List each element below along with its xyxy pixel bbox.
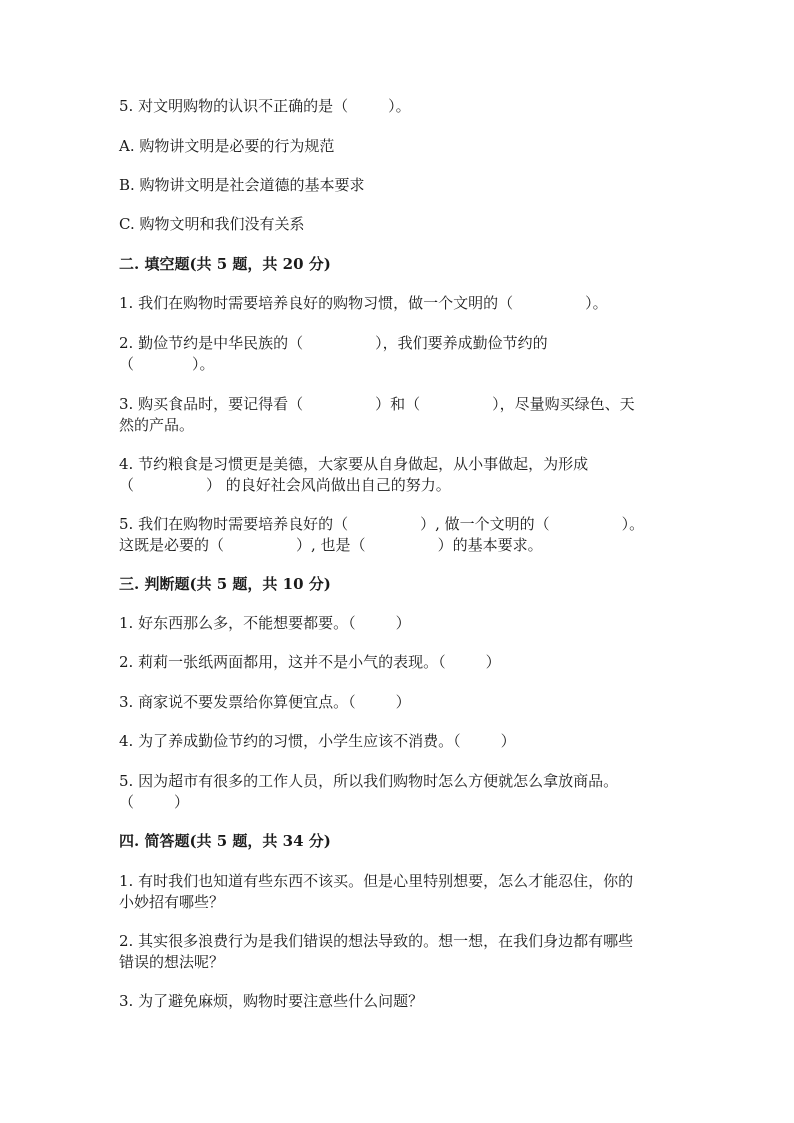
mc-q5-option-c: C. 购物文明和我们没有关系	[119, 215, 305, 233]
section-title-short-answer: 四. 简答题(共 5 题，共 34 分)	[119, 832, 331, 850]
fill-q5-line2: 这既是必要的（ ）, 也是（ ）的基本要求。	[119, 536, 543, 554]
tf-q4: 4. 为了养成勤俭节约的习惯，小学生应该不消费。（ ）	[119, 732, 516, 750]
mc-q5-option-a: A. 购物讲文明是必要的行为规范	[119, 137, 335, 155]
fill-q2-line2: （ ）。	[119, 355, 215, 373]
sa-q2-line1: 2. 其实很多浪费行为是我们错误的想法导致的。想一想，在我们身边都有哪些	[119, 932, 634, 950]
fill-q3-line2: 然的产品。	[119, 416, 195, 434]
section-title-true-false: 三. 判断题(共 5 题，共 10 分)	[119, 575, 331, 593]
mc-q5-option-b: B. 购物讲文明是社会道德的基本要求	[119, 176, 365, 194]
tf-q5-line2: （ ）	[119, 793, 190, 811]
tf-q2: 2. 莉莉一张纸两面都用，这并不是小气的表现。（ ）	[119, 653, 501, 671]
fill-q1: 1. 我们在购物时需要培养良好的购物习惯，做一个文明的（ ）。	[119, 294, 608, 312]
tf-q3: 3. 商家说不要发票给你算便宜点。（ ）	[119, 693, 411, 711]
fill-q3-line1: 3. 购买食品时，要记得看（ ）和（ ），尽量购买绿色、天	[119, 395, 635, 413]
fill-q4-line2: （ ） 的良好社会风尚做出自己的努力。	[119, 476, 451, 494]
section-title-fill-blank: 二. 填空题(共 5 题，共 20 分)	[119, 255, 331, 273]
fill-q4-line1: 4. 节约粮食是习惯更是美德，大家要从自身做起，从小事做起，为形成	[119, 455, 589, 473]
sa-q1-line2: 小妙招有哪些？	[119, 893, 225, 911]
sa-q2-line2: 错误的想法呢？	[119, 953, 225, 971]
sa-q1-line1: 1. 有时我们也知道有些东西不该买。但是心里特别想要，怎么才能忍住，你的	[119, 872, 634, 890]
fill-q2-line1: 2. 勤俭节约是中华民族的（ ），我们要养成勤俭节约的	[119, 334, 548, 352]
tf-q1: 1. 好东西那么多，不能想要都要。（ ）	[119, 614, 411, 632]
sa-q3-line1: 3. 为了避免麻烦，购物时要注意些什么问题？	[119, 992, 424, 1010]
tf-q5-line1: 5. 因为超市有很多的工作人员，所以我们购物时怎么方便就怎么拿放商品。	[119, 772, 619, 790]
fill-q5-line1: 5. 我们在购物时需要培养良好的（ ）, 做一个文明的（ ）。	[119, 515, 645, 533]
mc-q5-stem: 5. 对文明购物的认识不正确的是（ ）。	[119, 97, 411, 115]
